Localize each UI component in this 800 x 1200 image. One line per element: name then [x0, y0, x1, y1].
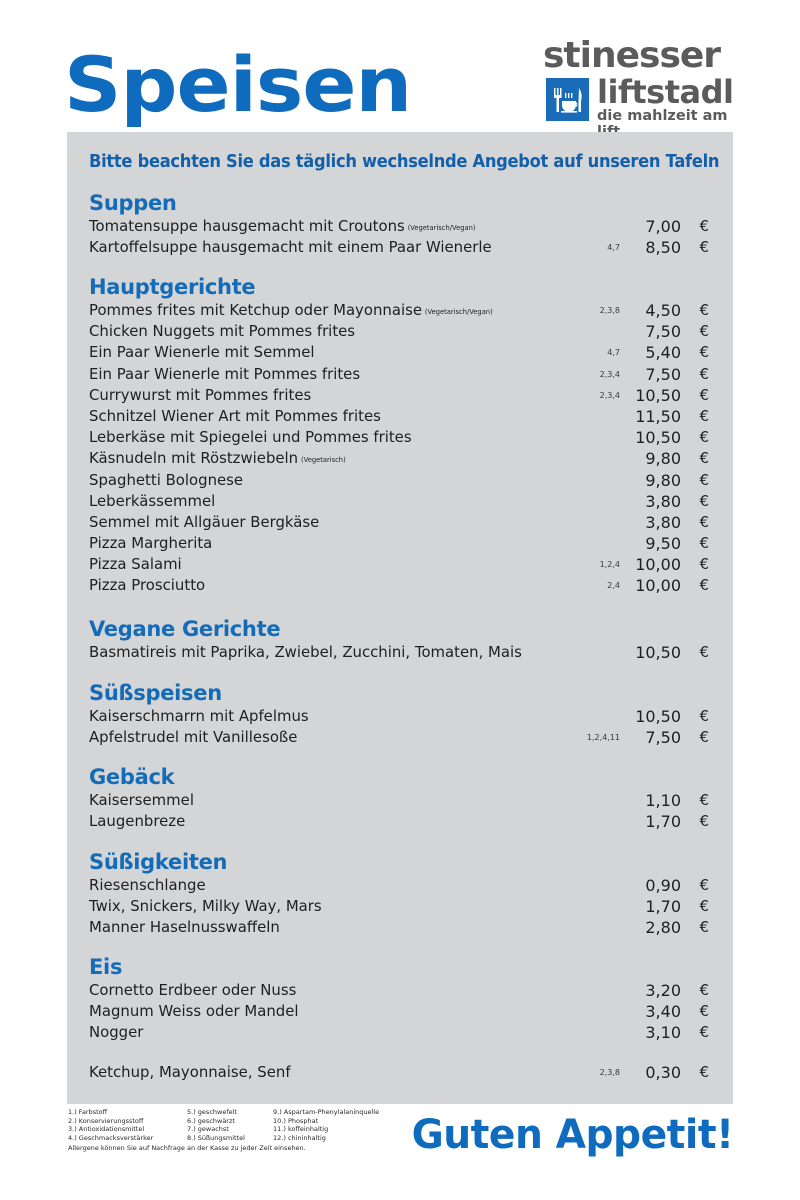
- item-price: 11,50: [635, 406, 681, 426]
- item-name: Magnum Weiss oder Mandel: [89, 1002, 299, 1021]
- item-price: 10,00: [635, 576, 681, 596]
- item-name-wrap: [89, 448, 346, 471]
- item-price: 4,50: [645, 301, 681, 320]
- section-title: Eis: [89, 955, 123, 979]
- legend-item: 1.) Farbstoff: [68, 1108, 108, 1116]
- currency-symbol: €: [699, 322, 709, 341]
- item-price: 7,00: [645, 217, 681, 236]
- menu-item: [89, 216, 711, 237]
- menu-item: [89, 406, 711, 427]
- menu-section: [89, 616, 711, 663]
- item-name-wrap: [89, 875, 206, 896]
- item-allergens: 1,2,4: [599, 560, 620, 570]
- item-name-wrap: [89, 811, 185, 832]
- menu-item: [89, 427, 711, 448]
- item-name-wrap: [89, 1001, 299, 1022]
- legend-item: 6.) geschwärzt: [187, 1116, 235, 1125]
- item-price: 9,80: [645, 470, 681, 490]
- item-price: 8,50: [645, 238, 681, 258]
- legend-item: 12.) chininhaltig: [273, 1133, 326, 1142]
- item-price: 10,50: [635, 385, 681, 405]
- fork-cup-knife-icon: [546, 78, 589, 121]
- menu-item: [89, 1001, 711, 1022]
- item-allergens: 2,3,4: [599, 390, 620, 400]
- item-name: Nogger: [89, 1023, 144, 1042]
- menu-item: [89, 491, 711, 512]
- section-title: Gebäck: [89, 765, 175, 789]
- item-price: 9,80: [645, 449, 681, 469]
- menu-item: [89, 364, 711, 385]
- item-name-wrap: [89, 980, 296, 1001]
- currency-symbol: €: [699, 406, 709, 425]
- item-price: 3,10: [645, 1023, 681, 1043]
- item-allergens: 1,2,4,11: [586, 733, 620, 743]
- legend-column: [187, 1108, 245, 1142]
- item-name: Spaghetti Bolognese: [89, 470, 244, 489]
- currency-symbol: €: [699, 1002, 709, 1021]
- currency-symbol: €: [699, 449, 709, 468]
- allergen-note: Allergene können Sie auf Nachfrage an der Kasse zu jeder Zeit einsehen.: [68, 1144, 306, 1152]
- item-price: 3,80: [645, 491, 681, 511]
- page-title: Speisen: [64, 40, 412, 129]
- menu-item: [89, 512, 711, 533]
- menu-item: [89, 237, 711, 258]
- item-name-wrap: [89, 727, 297, 748]
- item-name: Manner Haselnusswaffeln: [89, 918, 280, 937]
- item-name: Kaisersemmel: [89, 791, 194, 809]
- item-name-wrap: [89, 512, 319, 533]
- legend-item: 8.) Süßungsmittel: [187, 1133, 245, 1142]
- currency-symbol: €: [699, 364, 709, 383]
- currency-symbol: €: [699, 981, 709, 999]
- currency-symbol: €: [699, 1023, 709, 1042]
- item-name: Basmatireis mit Paprika, Zwiebel, Zucchini, Tomaten, Mais: [89, 643, 522, 661]
- currency-symbol: €: [699, 576, 709, 595]
- menu-item: [89, 790, 711, 811]
- menu-item: [89, 642, 711, 663]
- item-diet-note: (Vegetarisch/Vegan): [407, 224, 476, 232]
- item-name-wrap: [89, 406, 381, 427]
- item-name: Pizza Prosciutto: [89, 576, 206, 595]
- currency-symbol: €: [699, 470, 709, 489]
- currency-symbol: €: [699, 238, 709, 257]
- menu-item: [89, 575, 711, 596]
- item-allergens: 2,3,4: [599, 369, 620, 379]
- item-allergens: 2,4: [607, 581, 620, 591]
- item-name: Pommes frites mit Ketchup oder Mayonnaise: [89, 301, 422, 319]
- item-price: 7,50: [645, 728, 681, 748]
- item-name: Ein Paar Wienerle mit Pommes frites: [89, 364, 361, 383]
- menu-section: [89, 190, 711, 258]
- item-name-wrap: [89, 216, 476, 239]
- currency-symbol: €: [699, 812, 709, 831]
- menu-section: [89, 849, 711, 939]
- item-name-wrap: [89, 427, 412, 448]
- item-price: 1,70: [645, 897, 681, 917]
- legend-column: [68, 1108, 153, 1142]
- item-price: 5,40: [645, 343, 681, 363]
- item-name: Cornetto Erdbeer oder Nuss: [89, 981, 297, 999]
- item-diet-note: (Vegetarisch): [300, 456, 346, 465]
- menu-item: [89, 342, 711, 363]
- currency-symbol: €: [699, 918, 709, 937]
- menu-item: [89, 321, 711, 342]
- brand-logo: [543, 35, 738, 128]
- currency-symbol: €: [699, 1063, 709, 1081]
- menu-section: [89, 1062, 711, 1083]
- currency-symbol: €: [699, 707, 709, 725]
- currency-symbol: €: [699, 512, 709, 531]
- menu-section: [89, 764, 711, 832]
- item-name: Chicken Nuggets mit Pommes frites: [89, 322, 356, 341]
- item-allergens: 4,7: [607, 348, 620, 358]
- item-name: Ketchup, Mayonnaise, Senf: [89, 1063, 291, 1081]
- item-name-wrap: [89, 554, 182, 575]
- item-name-wrap: [89, 491, 215, 512]
- item-name-wrap: [89, 1022, 143, 1043]
- menu-section: [89, 954, 711, 1044]
- legend-item: 10.) Phosphat: [273, 1116, 319, 1125]
- logo-line-1: stinesser: [543, 35, 721, 76]
- currency-symbol: €: [699, 217, 709, 235]
- section-title: Süßspeisen: [89, 681, 222, 705]
- item-name: Schnitzel Wiener Art mit Pommes frites: [89, 406, 381, 425]
- legend-item: 7.) gewachst: [187, 1125, 229, 1133]
- legend-item: 2.) Konservierungsstoff: [68, 1116, 144, 1125]
- legend-item: 11.) koffeinhaltig: [273, 1125, 329, 1133]
- legend-item: 4.) Geschmacksverstärker: [68, 1133, 154, 1142]
- item-name: Leberkässemmel: [89, 491, 216, 510]
- currency-symbol: €: [699, 534, 709, 553]
- item-name-wrap: [89, 790, 194, 811]
- item-price: 10,50: [635, 643, 681, 662]
- currency-symbol: €: [699, 385, 709, 404]
- item-price: 10,00: [635, 555, 681, 575]
- menu-item: [89, 300, 711, 321]
- item-price: 1,10: [645, 791, 681, 810]
- menu-item: [89, 896, 711, 917]
- item-name-wrap: [89, 300, 493, 323]
- item-name: Twix, Snickers, Milky Way, Mars: [89, 897, 322, 916]
- item-name-wrap: [89, 470, 243, 491]
- item-name: Leberkäse mit Spiegelei und Pommes frites: [89, 428, 412, 447]
- item-allergens: 2,3,8: [599, 306, 620, 315]
- item-allergens: 2,3,8: [599, 1068, 620, 1077]
- logo-tagline: die mahlzeit am: [597, 108, 728, 124]
- menu-item: [89, 811, 711, 832]
- item-price: 0,30: [645, 1063, 681, 1082]
- item-diet-note: (Vegetarisch/Vegan): [424, 308, 493, 316]
- item-price: 7,50: [645, 322, 681, 342]
- menu-item: [89, 385, 711, 406]
- menu-item: [89, 1062, 711, 1083]
- item-name: Apfelstrudel mit Vanillesoße: [89, 728, 298, 747]
- item-price: 3,80: [645, 512, 681, 532]
- currency-symbol: €: [699, 301, 709, 319]
- menu-item: [89, 554, 711, 575]
- item-price: 10,50: [635, 707, 681, 726]
- section-title: Hauptgerichte: [89, 275, 256, 299]
- item-name: Käsnudeln mit Röstzwiebeln: [89, 449, 299, 468]
- menu-item: [89, 706, 711, 727]
- item-name-wrap: [89, 342, 315, 363]
- item-name-wrap: [89, 706, 309, 727]
- menu-section: [89, 274, 711, 597]
- item-name-wrap: [89, 1062, 291, 1083]
- item-name-wrap: [89, 533, 212, 554]
- item-name: Currywurst mit Pommes frites: [89, 385, 312, 404]
- currency-symbol: €: [699, 428, 709, 447]
- currency-symbol: €: [699, 897, 709, 916]
- item-name-wrap: [89, 642, 522, 663]
- item-price: 9,50: [645, 534, 681, 554]
- item-name: Semmel mit Allgäuer Bergkäse: [89, 512, 320, 531]
- item-name: Pizza Margherita: [89, 534, 213, 553]
- item-name: Pizza Salami: [89, 555, 182, 574]
- item-name: Riesenschlange: [89, 876, 206, 894]
- menu-item: [89, 448, 711, 469]
- menu-item: [89, 470, 711, 491]
- menu-item: [89, 980, 711, 1001]
- item-name: Ein Paar Wienerle mit Semmel: [89, 343, 315, 362]
- item-price: 3,40: [645, 1002, 681, 1022]
- item-name: Tomatensuppe hausgemacht mit Croutons: [89, 217, 405, 235]
- currency-symbol: €: [699, 876, 709, 894]
- currency-symbol: €: [699, 343, 709, 362]
- item-name-wrap: [89, 364, 360, 385]
- currency-symbol: €: [699, 643, 709, 661]
- item-price: 3,20: [645, 981, 681, 1000]
- item-name-wrap: [89, 575, 205, 596]
- section-title: Vegane Gerichte: [89, 617, 281, 641]
- item-price: 7,50: [645, 364, 681, 384]
- currency-symbol: €: [699, 728, 709, 747]
- item-name-wrap: [89, 237, 492, 258]
- currency-symbol: €: [699, 491, 709, 510]
- item-price: 1,70: [645, 812, 681, 832]
- item-price: 10,50: [635, 428, 681, 448]
- item-price: 2,80: [645, 918, 681, 938]
- menu-item: [89, 917, 711, 938]
- menu-panel: [67, 132, 733, 1104]
- item-price: 0,90: [645, 876, 681, 895]
- currency-symbol: €: [699, 791, 709, 809]
- item-name-wrap: [89, 917, 280, 938]
- menu-item: [89, 1022, 711, 1043]
- item-name: Kartoffelsuppe hausgemacht mit einem Paar Wienerle: [89, 238, 492, 257]
- menu-item: [89, 875, 711, 896]
- daily-offer-notice: Bitte beachten Sie das täglich wechselnde Angebot auf unseren Tafeln: [89, 152, 720, 172]
- menu-item: [89, 533, 711, 554]
- item-name: Kaiserschmarrn mit Apfelmus: [89, 707, 309, 725]
- menu-section: [89, 680, 711, 748]
- section-title: Suppen: [89, 191, 177, 215]
- closing-greeting: Guten Appetit!: [412, 1112, 734, 1158]
- legend-column: [273, 1108, 379, 1142]
- item-name-wrap: [89, 385, 311, 406]
- section-title: Süßigkeiten: [89, 850, 228, 874]
- menu-item: [89, 727, 711, 748]
- item-name: Laugenbreze: [89, 812, 186, 831]
- legend-item: 9.) Aspartam-Phenylalaninquelle: [273, 1108, 380, 1116]
- item-name-wrap: [89, 896, 322, 917]
- item-allergens: 4,7: [607, 243, 620, 253]
- currency-symbol: €: [699, 555, 709, 574]
- legend-item: 5.) geschwefelt: [187, 1108, 237, 1116]
- item-name-wrap: [89, 321, 355, 342]
- legend-item: 3.) Antioxidationsmittel: [68, 1125, 145, 1133]
- logo-line-2: liftstadl: [597, 73, 734, 111]
